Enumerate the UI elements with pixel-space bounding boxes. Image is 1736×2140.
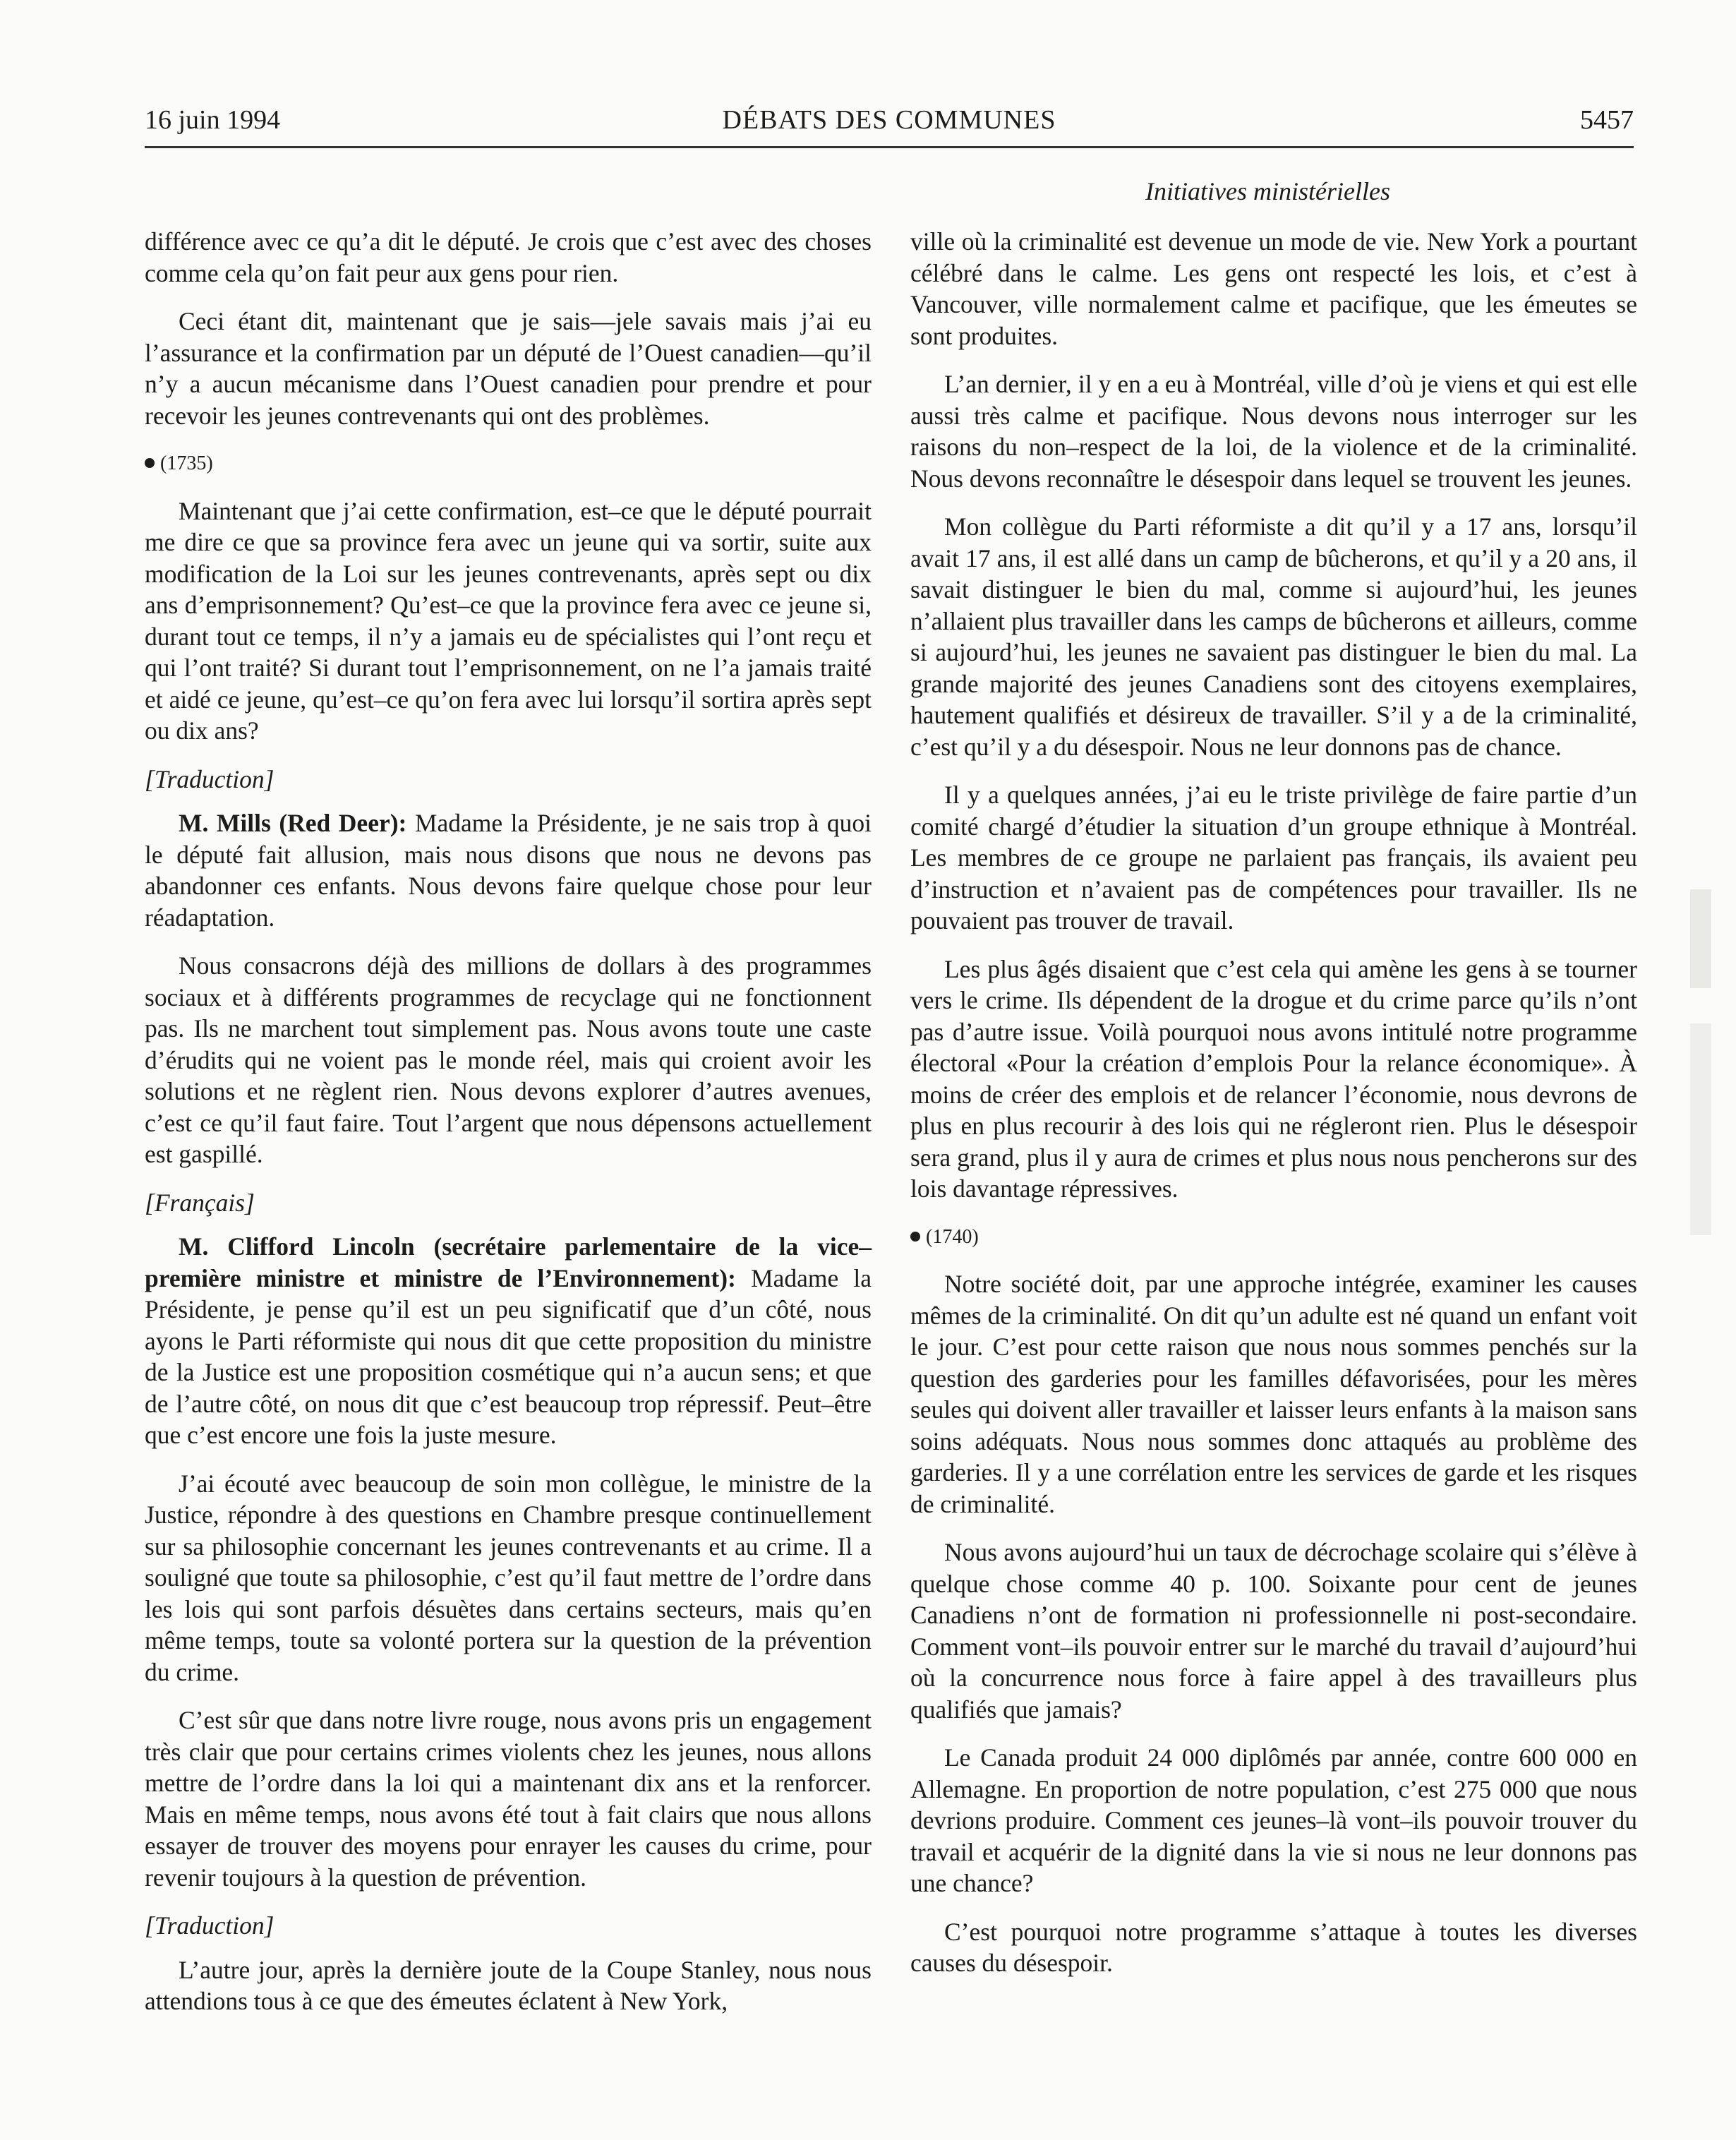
language-tag (145, 764, 872, 795)
header-title: DÉBATS DES COMMUNES (722, 105, 1056, 135)
paragraph: Mon collègue du Parti réformiste a dit qu’il y a 17 ans, lorsqu’il avait 17 ans, il est allé dans un camp de bûcherons, et qu’il y a 20 ans, il savait distinguer le bien du mal, comme si aujourd’hui, les jeunes n’allaient plus travailler dans les camps de bûcherons et ailleurs, comme si aujourd’hui, les jeunes ne savaient pas distinguer le bien du mal. La grande majorité des jeunes Canadiens sont des citoyens exemplaires, hautement qualifiés et désireux de travailler. S’il y a de la criminalité, c’est qu’il y a du désespoir. Nous ne leur donnons pas de chance. (910, 512, 1637, 761)
speech-text: Madame la Présidente, je ne sais trop à quoi le député fait allusion, mais nous disons que nous ne devons pas abandonner ces enfants. Nous devons faire quelque chose pour leur réadaptation. (145, 809, 872, 932)
paragraph: C’est sûr que dans notre livre rouge, nous avons pris un engagement très clair que pour certains crimes violents chez les jeunes, nous allons mettre de l’ordre dans la loi qui a maintenant dix ans et la renforcer. Mais en même temps, nous avons été tout à fait clairs que nous allons essayer de trouver des moyens pour enrayer les causes du crime, pour revenir toujours à la question de prévention. (145, 1706, 872, 1892)
paragraph: L’an dernier, il y en a eu à Montréal, ville d’où je viens et qui est elle aussi très calme et pacifique. Nous devons nous interroger sur les raisons du non–respect de la loi, de la violence et de la criminalité. Nous devons reconnaître le désespoir dans lequel se trouvent les jeunes. (910, 370, 1637, 493)
language-tag-text: [Français] (145, 1188, 255, 1217)
speech-text: Madame la Présidente, je pense qu’il est un peu significatif que d’un côté, nous ayons le Parti réformiste qui nous dit que cette proposition du ministre de la Justice est une proposition cosmétique qui n’a aucun sens; et que de l’autre côté, on nous dit que c’est beaucoup trop répressif. Peut–être que c’est encore une fois la juste mesure. (145, 1263, 872, 1449)
section-title: Initiatives ministérielles (1145, 177, 1390, 205)
paragraph: ville où la criminalité est devenue un mode de vie. New York a pourtant célébré dans le calme. Les gens ont respecté les lois, et c’est à Vancouver, ville normalement calme et pacifique, que les émeutes se sont produites. (910, 227, 1637, 350)
paragraph: Notre société doit, par une approche intégrée, examiner les causes mêmes de la criminalité. On dit qu’un adulte est né quand un enfant voit le jour. C’est pour cette raison que nous nous sommes penchés sur la question des garderies pour les familles défavorisées, pour les mères seules qui doivent aller travailler et laisser leurs enfants à la maison sans soins adéquats. Nous nous sommes donc attaqués au problème des garderies. Il y a une corrélation entre les services de garde et les risques de criminalité. (910, 1270, 1637, 1518)
paragraph: Nous consacrons déjà des millions de dollars à des programmes sociaux et à différents programmes de recyclage qui ne fonctionnent pas. Ils ne marchent tout simplement pas. Nous avons toute une caste d’érudits qui ne voient pas le monde réel, mais qui croient avoir les solutions et ne règlent rien. Nous devons explorer d’autres avenues, c’est ce qu’il faut faire. Tout l’argent que nous dépensons actuellement est gaspillé. (145, 951, 872, 1168)
paragraph: Il y a quelques années, j’ai eu le triste privilège de faire partie d’un comité chargé d’étudier la situation d’un groupe ethnique à Montréal. Les membres de ce groupe ne parlaient pas français, ils avaient peu d’instruction et n’avaient pas de compétences pour travailler. Ils ne pouvaient pas trouver de travail. (910, 781, 1637, 934)
time-stamp: (1740) (926, 1225, 979, 1248)
language-tag (145, 1910, 872, 1942)
right-column (910, 226, 1637, 1996)
speaker-name: M. Clifford Lincoln (secrétaire parlementaire de la vice–première ministre et ministre de l’Environnement): (145, 1232, 872, 1292)
paragraph: Maintenant que j’ai cette confirmation, est–ce que le député pourrait me dire ce que sa province fera avec un jeune qui va sortir, suite aux modification de la Loi sur les jeunes contrevenants, après sept ou dix ans d’emprisonnement? Qu’est–ce que la province fera avec ce jeune si, durant tout ce temps, il n’y a jamais eu de spécialistes qui l’ont reçu et qui l’ont traité? Si durant tout l’emprisonnement, on ne l’a jamais traité et aidé ce jeune, qu’est–ce qu’on fera avec lui lorsqu’il sortira après sept ou dix ans? (145, 496, 872, 745)
speaker-name: M. Mills (Red Deer): (179, 809, 407, 837)
paragraph: Ceci étant dit, maintenant que je sais—jele savais mais j’ai eu l’assurance et la confirmation par un député de l’Ouest canadien—qu’il n’y a aucun mécanisme dans l’Ouest canadien pour prendre et pour recevoir les jeunes contrevenants qui ont des problèmes. (145, 307, 872, 430)
time-marker (910, 1222, 1637, 1254)
paragraph: C’est pourquoi notre programme s’attaque à toutes les diverses causes du désespoir. (910, 1917, 1637, 1977)
scan-artifact (1690, 1023, 1711, 1235)
language-tag (145, 1187, 872, 1219)
paragraph: L’autre jour, après la dernière joute de la Coupe Stanley, nous nous attendions tous à ce que des émeutes éclatent à New York, (145, 1955, 872, 2015)
paragraph (145, 807, 872, 933)
header-rule (145, 146, 1634, 148)
paragraph (145, 1231, 872, 1451)
language-tag-text: [Traduction] (145, 764, 275, 793)
scan-artifact (1690, 889, 1711, 988)
page-number: 5457 (1580, 105, 1634, 135)
left-column (145, 226, 872, 2034)
paragraph: différence avec ce qu’a dit le député. Je crois que c’est avec des choses comme cela qu’on fait peur aux gens pour rien. (145, 227, 872, 287)
language-tag-text: [Traduction] (145, 1911, 275, 1940)
paragraph: Le Canada produit 24 000 diplômés par année, contre 600 000 en Allemagne. En proportion de notre population, c’est 275 000 que nous devrions produire. Comment ces jeunes–là vont–ils pouvoir trouver du travail et acquérir de la dignité dans la vie si nous ne leur donnons pas une chance? (910, 1743, 1637, 1897)
paragraph: Les plus âgés disaient que c’est cela qui amène les gens à se tourner vers le crime. Ils dépendent de la drogue et du crime parce qu’ils n’ont pas d’autre issue. Voilà pourquoi nous avons intitulé notre programme électoral «Pour la création d’emplois Pour la relance économique». À moins de créer des emplois et de relancer l’économie, nous devrons de plus en plus recourir à des lois qui ne régleront rien. Plus le désespoir sera grand, plus il y aura de crimes et plus nous nous pencherons sur des lois davantage répressives. (910, 954, 1637, 1203)
paragraph: J’ai écouté avec beaucoup de soin mon collègue, le ministre de la Justice, répondre à des questions en Chambre presque continuellement sur sa philosophie concernant les jeunes contrevenants et au crime. Il a souligné que toute sa philosophie, c’est qu’il faut mettre de l’ordre dans les lois qui sont parfois désuètes dans certains secteurs, mais qu’en même temps, toute sa volonté portera sur la question de la prévention du crime. (145, 1469, 872, 1686)
bullet-icon (145, 458, 155, 468)
page-header (145, 104, 1634, 141)
header-date: 16 juin 1994 (145, 105, 281, 135)
time-marker (145, 448, 872, 480)
bullet-icon (910, 1232, 920, 1242)
paragraph: Nous avons aujourd’hui un taux de décrochage scolaire qui s’élève à quelque chose comme 40 p. 100. Soixante pour cent de jeunes Canadiens n’ont de formation ni professionnelle ni post-secondaire. Comment vont–ils pouvoir entrer sur le marché du travail d’aujourd’hui où la concurrence nous force à faire appel à des travailleurs plus qualifiés que jamais? (910, 1538, 1637, 1724)
time-stamp: (1735) (160, 452, 213, 474)
